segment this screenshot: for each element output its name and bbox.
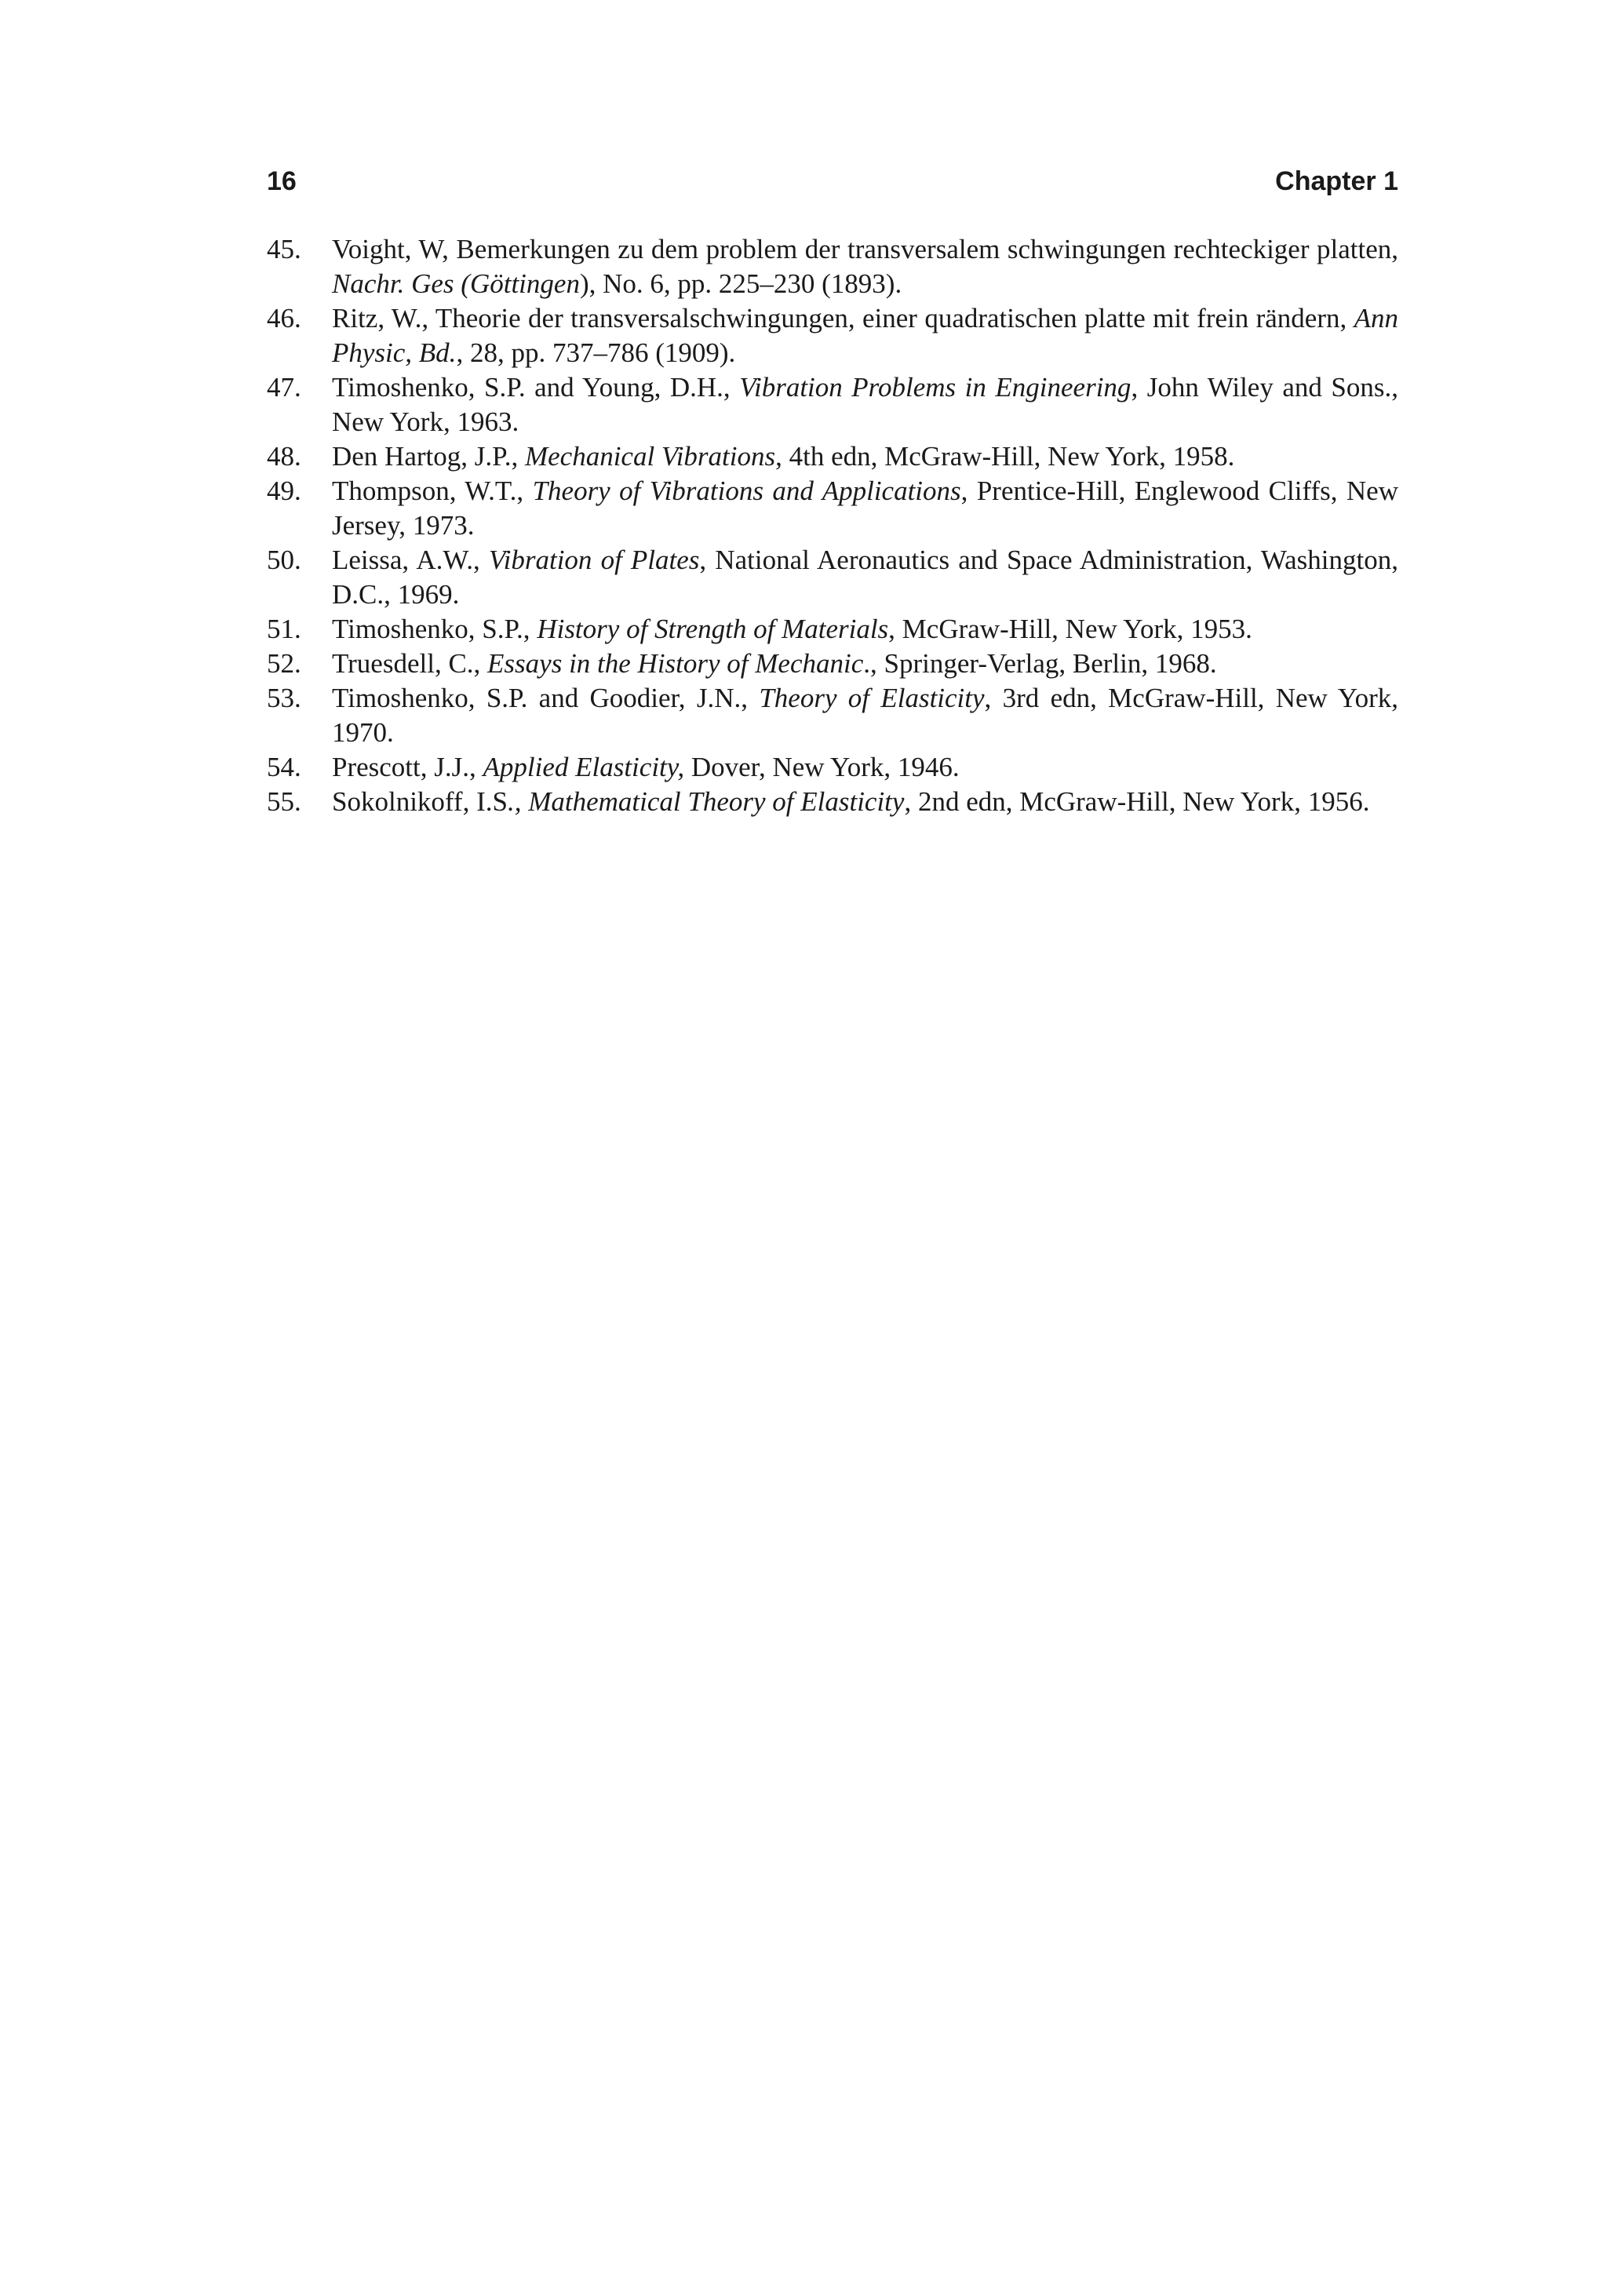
reference-item — [267, 232, 1398, 301]
reference-segment: , Prentice-Hill, Englewood Cliffs, New Jersey, 1973. — [332, 476, 1398, 541]
reference-title: Applied Elasticity, — [483, 752, 685, 782]
reference-item — [267, 439, 1398, 474]
reference-text — [332, 303, 1398, 368]
reference-number: 51. — [267, 614, 301, 644]
reference-text — [332, 683, 1398, 748]
reference-item — [267, 612, 1398, 647]
reference-title: ., Mathematical Theory of Elasticity — [507, 786, 905, 817]
reference-item — [267, 301, 1398, 370]
reference-text — [332, 614, 1252, 644]
reference-segment: , 4th edn, McGraw-Hill, New York, 1958. — [775, 441, 1235, 472]
page-number: 16 — [267, 166, 297, 196]
reference-segment: ), No. 6, pp. 225–230 (1893). — [579, 268, 902, 299]
reference-text — [332, 476, 1398, 541]
reference-segment: , 3rd edn, McGraw-Hill, New York, 1970. — [332, 683, 1399, 748]
reference-segment: Thompson, W.T., — [332, 476, 533, 506]
reference-item — [267, 681, 1398, 750]
reference-number: 50. — [267, 545, 301, 575]
reference-segment: Timoshenko, S.P. and Young, D.H., — [332, 372, 740, 403]
reference-number: 55. — [267, 786, 301, 817]
reference-number: 45. — [267, 234, 301, 264]
reference-segment: Leissa, A.W., — [332, 545, 489, 575]
reference-list — [267, 232, 1398, 819]
reference-title: Vibration Problems in Engineering — [739, 372, 1131, 403]
reference-item — [267, 647, 1398, 681]
reference-item — [267, 370, 1398, 439]
reference-number: 48. — [267, 441, 301, 472]
reference-text — [332, 648, 1217, 679]
page-header — [267, 162, 1398, 201]
reference-segment: Den Hartog, J.P., — [332, 441, 525, 472]
reference-title: Nachr. Ges (Göttingen — [332, 268, 580, 299]
reference-segment: Ritz, W., Theorie der transversalschwingungen, einer quadratischen platte mit frein rändern, — [332, 303, 1354, 333]
reference-segment: , John Wiley and Sons., New York, 1963. — [332, 372, 1398, 437]
reference-segment: , 2nd edn, McGraw-Hill, New York, 1956. — [904, 786, 1370, 817]
reference-title: Theory of Vibrations and Applications — [532, 476, 961, 506]
reference-segment: , 28, pp. 737–786 (1909). — [456, 337, 736, 368]
reference-segment: Truesdell, C., — [332, 648, 488, 679]
reference-number: 49. — [267, 476, 301, 506]
reference-title: History of Strength of Materials — [537, 614, 889, 644]
chapter-label: Chapter 1 — [1275, 166, 1398, 196]
reference-segment: Sokolnikoff, I.S — [332, 786, 508, 817]
reference-item — [267, 750, 1398, 785]
reference-text — [332, 786, 1369, 817]
reference-item — [267, 543, 1398, 612]
reference-number: 52. — [267, 648, 301, 679]
reference-text — [332, 752, 960, 782]
reference-title: Mechanical Vibrations — [524, 441, 776, 472]
reference-segment: Voight, W, Bemerkungen zu dem problem der transversalem schwingungen rechteckiger platten, — [332, 234, 1398, 264]
reference-text — [332, 545, 1398, 610]
reference-text — [332, 372, 1398, 437]
reference-number: 47. — [267, 372, 301, 403]
reference-segment: Timoshenko, S.P. and Goodier, J.N., — [332, 683, 760, 713]
reference-title: Vibration of Plates — [488, 545, 700, 575]
reference-segment: Dover, New York, 1946. — [684, 752, 960, 782]
reference-item — [267, 474, 1398, 543]
reference-segment: Prescott, J.J., — [332, 752, 483, 782]
reference-segment: , National Aeronautics and Space Administration, Washington, D.C., 1969. — [332, 545, 1398, 610]
reference-segment: ., Springer-Verlag, Berlin, 1968. — [863, 648, 1217, 679]
reference-segment: , McGraw-Hill, New York, 1953. — [888, 614, 1252, 644]
reference-item — [267, 785, 1398, 819]
reference-title: Ann Physic, Bd. — [332, 303, 1398, 368]
reference-text — [332, 234, 1398, 299]
reference-number: 46. — [267, 303, 301, 333]
reference-title: Essays in the History of Mechanic — [487, 648, 864, 679]
reference-segment: Timoshenko, S.P., — [332, 614, 537, 644]
reference-title: Theory of Elasticity — [759, 683, 985, 713]
reference-number: 53. — [267, 683, 301, 713]
reference-text — [332, 441, 1234, 472]
reference-number: 54. — [267, 752, 301, 782]
